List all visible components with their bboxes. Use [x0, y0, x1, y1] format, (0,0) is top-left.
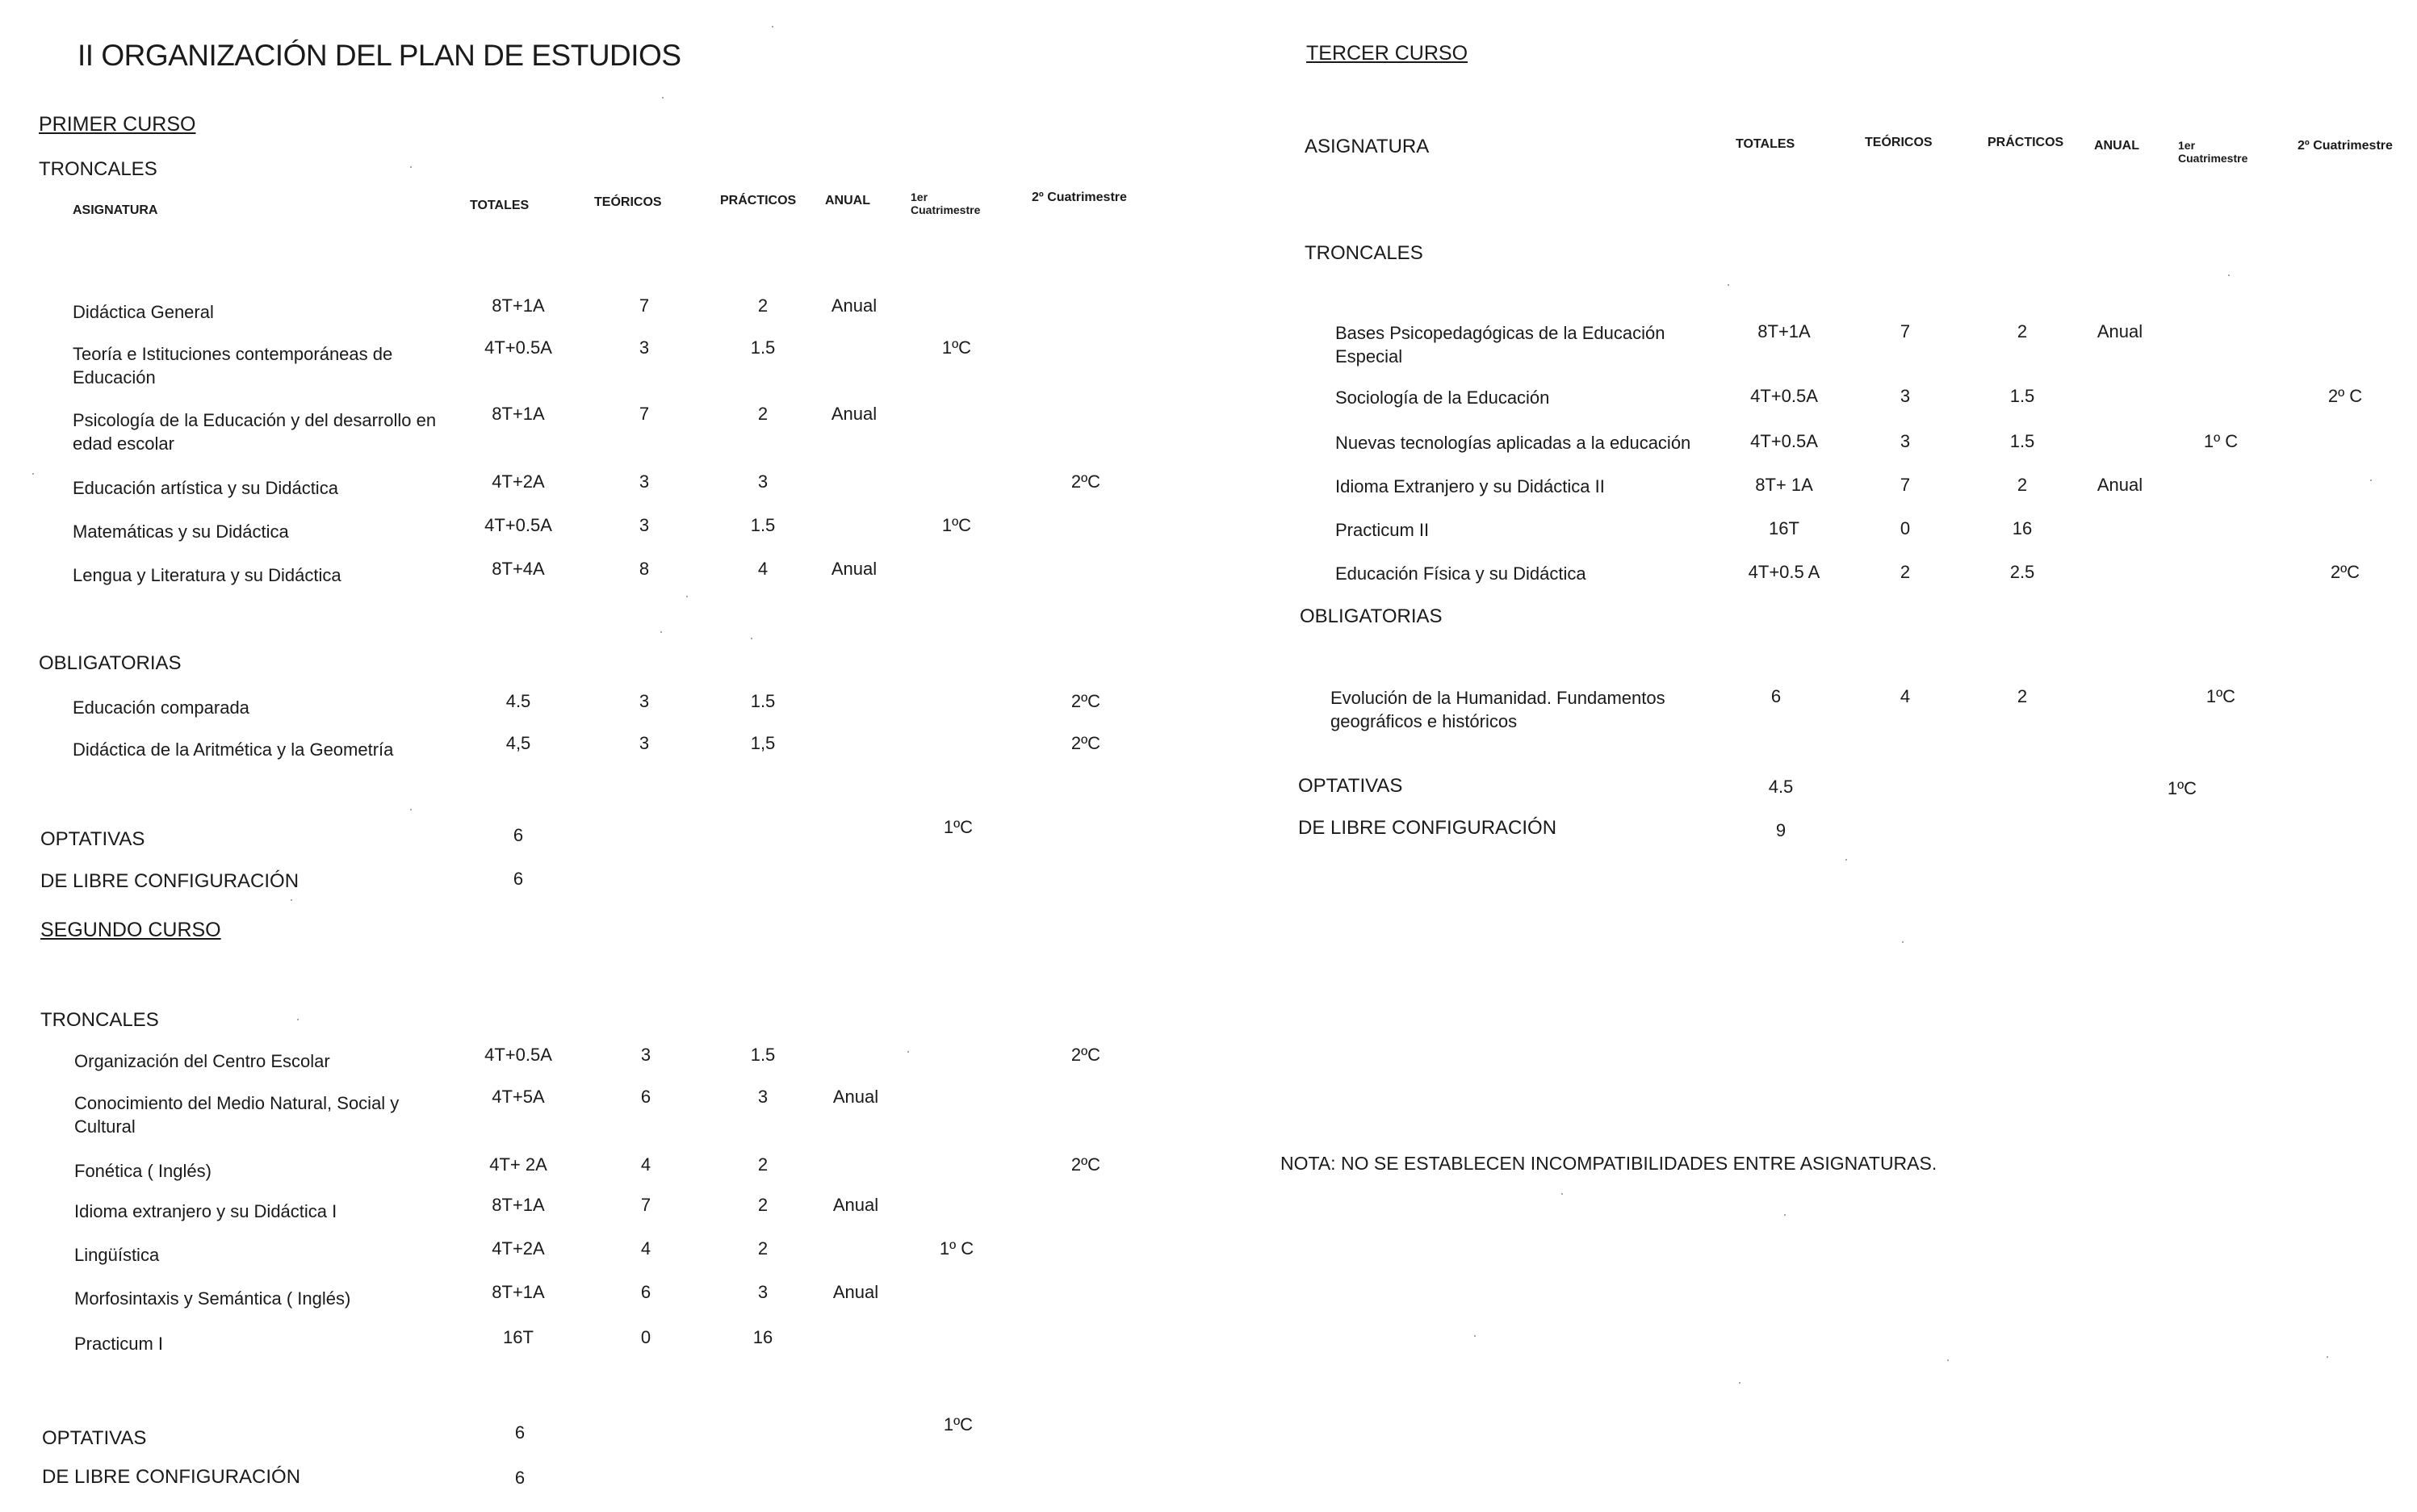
cell-teoricos: 7 [1900, 475, 1911, 495]
subject-name: Fonética ( Inglés) [74, 1161, 212, 1181]
tercer-libre-totales: 9 [1775, 820, 1787, 840]
cell-totales: 4,5 [505, 733, 531, 753]
segundo-troncales-label: TRONCALES [40, 1009, 159, 1031]
subject-name: Lengua y Literatura y su Didáctica [73, 565, 341, 585]
subject-name: Educación artística y su Didáctica [73, 478, 338, 498]
header-practicos: PRÁCTICOS [720, 194, 797, 207]
page-title: II ORGANIZACIÓN DEL PLAN DE ESTUDIOS [77, 39, 681, 72]
subject-name: Nuevas tecnologías aplicadas a la educación [1335, 433, 1691, 453]
cell-c2: 2ºC [1070, 733, 1101, 753]
subject-name: Teoría e Istituciones contemporáneas de Educación [73, 344, 393, 388]
cell-totales: 8T+4A [492, 559, 545, 579]
cell-practicos: 2 [757, 404, 769, 424]
primer-optativas-label: OPTATIVAS [40, 828, 145, 850]
cell-totales: 8T+1A [492, 295, 545, 316]
cell-teoricos: 3 [1900, 386, 1911, 406]
subject-name: Matemáticas y su Didáctica [73, 521, 289, 542]
cell-totales: 4T+ 2A [489, 1154, 547, 1175]
header-practicos: PRÁCTICOS [1988, 136, 2064, 149]
primer-curso-heading: PRIMER CURSO [39, 113, 196, 136]
cell-teoricos: 7 [639, 404, 650, 424]
cell-totales: 4T+5A [492, 1087, 545, 1107]
tercer-optativas-label: OPTATIVAS [1298, 775, 1403, 797]
cell-anual: Anual [832, 1282, 879, 1302]
cell-totales: 4T+0.5A [1750, 431, 1818, 451]
cell-teoricos: 4 [640, 1238, 651, 1259]
cell-practicos: 3 [757, 1087, 769, 1107]
cell-practicos: 2 [757, 1238, 769, 1259]
header-cuatrimestre-1: 1er Cuatrimestre [2178, 139, 2248, 165]
cell-practicos: 16 [752, 1327, 773, 1347]
cell-teoricos: 4 [1900, 686, 1911, 706]
cell-c2: 2ºC [1070, 1154, 1101, 1175]
cell-totales: 4T+0.5A [484, 337, 552, 358]
tercer-optativas-totales: 4.5 [1768, 777, 1794, 797]
cell-practicos: 2 [757, 295, 769, 316]
cell-totales: 8T+1A [492, 404, 545, 424]
cell-teoricos: 4 [640, 1154, 651, 1175]
cell-practicos: 1.5 [2009, 386, 2035, 406]
cell-totales: 8T+1A [1757, 321, 1811, 341]
subject-name: Psicología de la Educación y del desarrollo en edad escolar [73, 410, 437, 454]
header-asignatura: ASIGNATURA [1305, 136, 1430, 157]
subject-name: Conocimiento del Medio Natural, Social y Cultural [74, 1093, 400, 1137]
cell-practicos: 1.5 [2009, 431, 2035, 451]
cell-c2: 2ºC [1070, 471, 1101, 492]
cell-totales: 8T+1A [492, 1282, 545, 1302]
cell-anual: Anual [831, 559, 878, 579]
subject-name: Didáctica de la Aritmética y la Geometría [73, 739, 394, 760]
tercer-optativas-cuatrimestre: 1ºC [2167, 778, 2197, 798]
cell-totales: 4T+0.5A [1750, 386, 1818, 406]
cell-teoricos: 3 [639, 733, 650, 753]
subject-name: Evolución de la Humanidad. Fundamentos geográficos e históricos [1330, 688, 1665, 732]
cell-totales: 4T+2A [492, 1238, 545, 1259]
segundo-libre-totales: 6 [514, 1468, 526, 1488]
cell-teoricos: 0 [1900, 518, 1911, 538]
cell-anual: Anual [2097, 475, 2143, 495]
cell-anual: Anual [831, 295, 878, 316]
cell-teoricos: 7 [639, 295, 650, 316]
header-asignatura: ASIGNATURA [73, 203, 158, 217]
primer-optativas-cuatrimestre: 1ºC [943, 817, 974, 837]
cell-c1: 1º C [939, 1238, 974, 1259]
cell-c2: 2ºC [1070, 691, 1101, 711]
subject-name: Organización del Centro Escolar [74, 1051, 330, 1071]
tercer-curso-heading: TERCER CURSO [1306, 42, 1468, 65]
segundo-optativas-totales: 6 [514, 1422, 526, 1443]
header-totales: TOTALES [1736, 137, 1795, 151]
cell-totales: 4.5 [505, 691, 531, 711]
primer-libre-label: DE LIBRE CONFIGURACIÓN [40, 870, 300, 892]
subject-name: Didáctica General [73, 302, 214, 322]
cell-teoricos: 7 [640, 1195, 651, 1215]
cell-practicos: 1.5 [750, 1045, 776, 1065]
subject-name: Practicum II [1335, 520, 1430, 540]
primer-obligatorias-label: OBLIGATORIAS [39, 652, 182, 674]
subject-name: Practicum I [74, 1334, 164, 1354]
header-anual: ANUAL [2094, 139, 2139, 153]
cell-practicos: 2 [757, 1154, 769, 1175]
cell-c1: 1ºC [2205, 686, 2236, 706]
primer-troncales-label: TRONCALES [39, 158, 157, 180]
cell-teoricos: 3 [640, 1045, 651, 1065]
cell-totales: 16T [503, 1327, 534, 1347]
cell-c1: 1ºC [941, 337, 972, 358]
primer-optativas-totales: 6 [513, 825, 524, 845]
subject-name: Lingüística [74, 1245, 160, 1265]
subject-name: Sociología de la Educación [1335, 387, 1550, 408]
subject-name: Idioma extranjero y su Didáctica I [74, 1201, 337, 1221]
header-anual: ANUAL [825, 194, 870, 207]
cell-teoricos: 3 [639, 337, 650, 358]
primer-libre-totales: 6 [513, 869, 524, 889]
cell-teoricos: 8 [639, 559, 650, 579]
header-totales: TOTALES [470, 199, 530, 212]
cell-totales: 8T+1A [492, 1195, 545, 1215]
cell-practicos: 2.5 [2009, 562, 2035, 582]
header-teoricos: TEÓRICOS [594, 195, 662, 209]
segundo-optativas-label: OPTATIVAS [42, 1427, 147, 1449]
cell-practicos: 4 [757, 559, 769, 579]
cell-teoricos: 3 [639, 471, 650, 492]
header-cuatrimestre-2: 2º Cuatrimestre [1032, 191, 1127, 204]
cell-c2: 2ºC [1070, 1045, 1101, 1065]
segundo-curso-heading: SEGUNDO CURSO [40, 919, 221, 941]
cell-practicos: 2 [757, 1195, 769, 1215]
cell-practicos: 3 [757, 471, 769, 492]
subject-name: Bases Psicopedagógicas de la Educación Especial [1335, 323, 1665, 367]
cell-totales: 4T+2A [492, 471, 545, 492]
cell-practicos: 1.5 [750, 337, 776, 358]
cell-totales: 6 [1770, 686, 1782, 706]
cell-totales: 4T+0.5A [484, 1045, 552, 1065]
cell-anual: Anual [832, 1195, 879, 1215]
cell-anual: Anual [831, 404, 878, 424]
subject-name: Educación Física y su Didáctica [1335, 563, 1586, 584]
cell-teoricos: 2 [1900, 562, 1911, 582]
segundo-optativas-cuatrimestre: 1ºC [943, 1414, 974, 1435]
cell-c1: 1ºC [941, 515, 972, 535]
cell-teoricos: 3 [639, 691, 650, 711]
cell-c2: 2ºC [2330, 562, 2360, 582]
header-cuatrimestre-2: 2º Cuatrimestre [2298, 139, 2393, 153]
cell-teoricos: 0 [640, 1327, 651, 1347]
cell-totales: 4T+0.5 A [1748, 562, 1820, 582]
cell-totales: 4T+0.5A [484, 515, 552, 535]
cell-teoricos: 6 [640, 1087, 651, 1107]
cell-practicos: 2 [2017, 475, 2028, 495]
cell-anual: Anual [2097, 321, 2143, 341]
cell-practicos: 2 [2017, 686, 2028, 706]
cell-practicos: 2 [2017, 321, 2028, 341]
segundo-libre-label: DE LIBRE CONFIGURACIÓN [42, 1466, 301, 1488]
cell-teoricos: 3 [639, 515, 650, 535]
cell-teoricos: 3 [1900, 431, 1911, 451]
cell-totales: 8T+ 1A [1755, 475, 1813, 495]
subject-name: Educación comparada [73, 697, 249, 718]
cell-teoricos: 6 [640, 1282, 651, 1302]
tercer-obligatorias-label: OBLIGATORIAS [1300, 605, 1443, 627]
cell-practicos: 1.5 [750, 691, 776, 711]
cell-c1: 1º C [2203, 431, 2239, 451]
header-teoricos: TEÓRICOS [1865, 136, 1933, 149]
cell-practicos: 16 [2012, 518, 2033, 538]
cell-teoricos: 7 [1900, 321, 1911, 341]
subject-name: Morfosintaxis y Semántica ( Inglés) [74, 1288, 351, 1309]
cell-c2: 2º C [2327, 386, 2363, 406]
cell-anual: Anual [832, 1087, 879, 1107]
tercer-libre-label: DE LIBRE CONFIGURACIÓN [1298, 817, 1557, 839]
subject-name: Idioma Extranjero y su Didáctica II [1335, 476, 1605, 496]
cell-totales: 16T [1769, 518, 1799, 538]
header-cuatrimestre-1: 1er Cuatrimestre [911, 191, 981, 217]
nota-incompatibilidades: NOTA: NO SE ESTABLECEN INCOMPATIBILIDADES ENTRE ASIGNATURAS. [1280, 1153, 1937, 1174]
tercer-troncales-label: TRONCALES [1305, 242, 1423, 264]
cell-practicos: 1,5 [750, 733, 776, 753]
cell-practicos: 3 [757, 1282, 769, 1302]
cell-practicos: 1.5 [750, 515, 776, 535]
